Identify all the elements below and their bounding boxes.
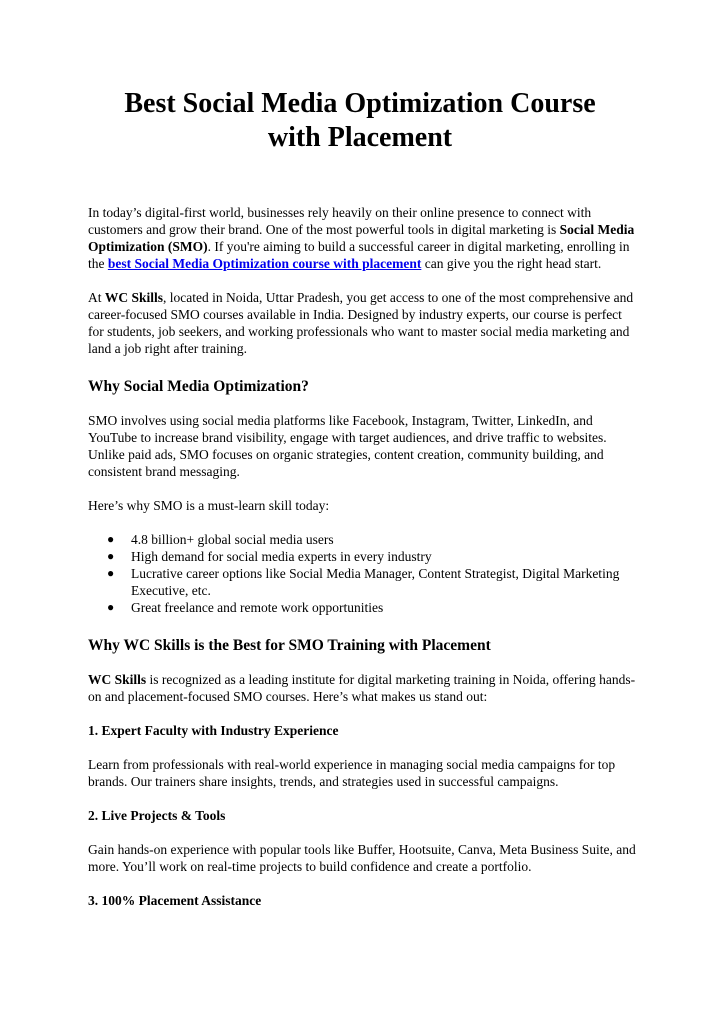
bullet-icon: ● [107, 600, 115, 614]
list-item [107, 565, 636, 599]
intro2-text-rest: , located in Noida, Uttar Pradesh, you get access to one of the most comprehensive and career-focused SMO courses available in India. Designed by industry experts, our course is perfect for students, job seekers, and working professionals who want to master social media marketing and land a job right after training. [88, 290, 634, 356]
feature-text-2: Gain hands-on experience with popular tools like Buffer, Hootsuite, Canva, Meta Business Suite, and more. You’ll work on real-time projects to build confidence and create a portfolio. [88, 842, 636, 874]
bullet-icon: ● [107, 549, 115, 563]
intro-paragraph-2 [88, 289, 636, 357]
intro-bold-smo: Social Media Optimization (SMO) [88, 222, 635, 254]
intro2-bold-wc-skills: WC Skills [104, 290, 164, 305]
section2-intro [88, 671, 636, 705]
section1-lead-in: Here’s why SMO is a must-learn skill today: [88, 498, 330, 513]
intro-paragraph-1 [88, 204, 636, 272]
intro2-text: At [88, 290, 105, 305]
course-link[interactable]: best Social Media Optimization course with placement [107, 256, 422, 271]
section-heading-why-smo: Why Social Media Optimization? [88, 378, 309, 395]
section-heading-why-wc-skills: Why WC Skills is the Best for SMO Training with Placement [88, 637, 491, 654]
feature-text-1: Learn from professionals with real-world experience in managing social media campaigns for top brands. Our trainers share insights, trends, and strategies used in successful campaigns. [88, 757, 616, 789]
document-body [88, 204, 636, 909]
benefits-list [88, 531, 636, 616]
title-line-1: Best Social Media Optimization Course [124, 88, 596, 119]
list-item-text: Lucrative career options like Social Media Manager, Content Strategist, Digital Marketing Executive, etc. [131, 566, 620, 598]
section1-paragraph: SMO involves using social media platforms like Facebook, Instagram, Twitter, LinkedIn, and YouTube to increase brand visibility, engage with target audiences, and drive traffic to websites. Unlike paid ads, SMO focuses on organic strategies, content creation, community building, and consistent brand messaging. [88, 413, 607, 479]
list-item [107, 531, 636, 548]
list-item-text: 4.8 billion+ global social media users [131, 532, 334, 547]
list-item-text: High demand for social media experts in every industry [131, 549, 432, 564]
title-line-2: with Placement [267, 122, 453, 153]
bullet-icon: ● [107, 532, 115, 546]
feature-heading-1: 1. Expert Faculty with Industry Experience [88, 723, 339, 738]
list-item-text: Great freelance and remote work opportunities [131, 600, 384, 615]
section2-intro-text: is recognized as a leading institute for digital marketing training in Noida, offering hands-on and placement-focused SMO courses. Here’s what makes us stand out: [88, 672, 636, 704]
intro-text-end: can give you the right head start. [421, 256, 602, 271]
feature-heading-2: 2. Live Projects & Tools [88, 808, 226, 823]
list-item [107, 599, 636, 616]
document-title [60, 87, 660, 155]
intro-text: In today’s digital-first world, businesses rely heavily on their online presence to connect with customers and grow their brand. One of the most powerful tools in digital marketing is [88, 205, 592, 237]
intro-text-mid: . If you're aiming to build a successful career in digital marketing, enrolling in the [88, 239, 630, 271]
feature-heading-3: 3. 100% Placement Assistance [88, 893, 262, 908]
section2-bold-wc-skills: WC Skills [88, 672, 147, 687]
list-item [107, 548, 636, 565]
bullet-icon: ● [107, 566, 115, 580]
